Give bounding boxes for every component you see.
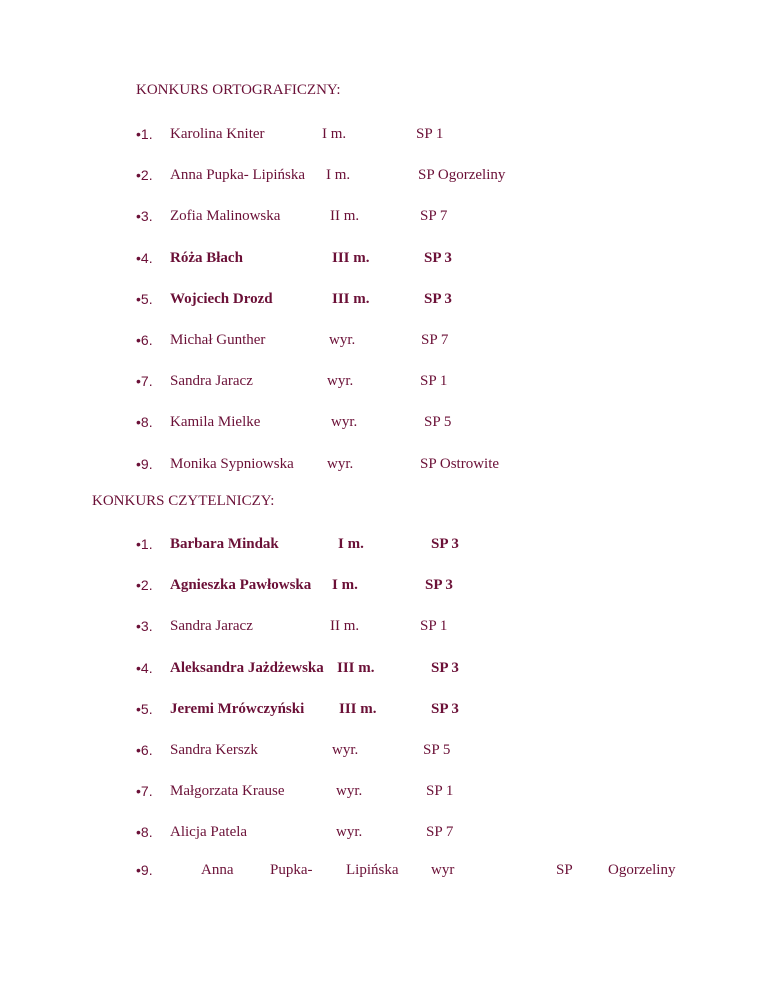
placement: I m. <box>322 126 347 142</box>
school-name: SP Ostrowite <box>420 455 500 472</box>
list-item <box>0 616 768 638</box>
list-item-number: •8. <box>136 824 153 841</box>
placement: wyr. <box>329 332 356 348</box>
participant-name: Wojciech Drozd <box>170 290 273 307</box>
participant-name: Sandra Jaracz <box>170 373 253 390</box>
list-item <box>0 860 768 882</box>
placement: I m. <box>326 167 351 184</box>
list-item-number: •9. <box>136 862 153 878</box>
list-item-number: •1. <box>136 536 153 552</box>
school-name: SP 3 <box>424 290 452 307</box>
list-item-word: wyr <box>431 862 455 878</box>
school-name: SP 3 <box>431 659 459 676</box>
school-name: SP 5 <box>423 742 451 758</box>
participant-name: Aleksandra Jażdżewska <box>170 659 324 676</box>
placement: wyr. <box>336 783 363 800</box>
list-item <box>0 575 768 597</box>
list-item <box>0 822 768 844</box>
list-item-number: •1. <box>136 126 153 142</box>
list-item <box>0 165 768 187</box>
list-item-number: •6. <box>136 742 153 758</box>
list-item <box>0 454 768 476</box>
participant-name: Jeremi Mrówczyński <box>170 700 305 717</box>
list-item-word: Pupka- <box>270 862 313 878</box>
placement: II m. <box>330 208 360 225</box>
school-name: SP 3 <box>431 536 459 552</box>
list-item-number: •2. <box>136 167 153 184</box>
list-item-word: Lipińska <box>346 862 399 878</box>
school-name: SP 1 <box>420 373 448 390</box>
list-item-number: •4. <box>136 659 153 676</box>
placement: III m. <box>332 249 370 266</box>
participant-name: Sandra Kerszk <box>170 742 258 758</box>
list-item-number: •4. <box>136 249 153 266</box>
participant-name: Małgorzata Krause <box>170 783 285 800</box>
participant-name: Róża Błach <box>170 249 243 266</box>
list-item-number: •9. <box>136 455 153 472</box>
list-item <box>0 658 768 680</box>
placement: wyr. <box>336 824 363 841</box>
school-name: SP 1 <box>420 618 448 635</box>
list-item-word: Anna <box>201 862 234 878</box>
school-name: SP 3 <box>425 577 453 594</box>
section-title-ortograficzny: KONKURS ORTOGRAFICZNY: <box>136 82 341 98</box>
school-name: SP Ogorzeliny <box>418 167 506 184</box>
participant-name: Sandra Jaracz <box>170 618 253 635</box>
list-item-number: •7. <box>136 373 153 390</box>
section-title-czytelniczy: KONKURS CZYTELNICZY: <box>92 493 275 509</box>
list-item <box>0 248 768 270</box>
list-item <box>0 699 768 721</box>
placement: wyr. <box>327 373 354 390</box>
placement: I m. <box>332 577 358 594</box>
list-item <box>0 289 768 311</box>
list-item <box>0 740 768 762</box>
list-item <box>0 781 768 803</box>
school-name: SP 7 <box>421 332 449 348</box>
placement: wyr. <box>332 742 359 758</box>
placement: wyr. <box>327 455 354 472</box>
list-item <box>0 534 768 556</box>
list-item-number: •3. <box>136 618 153 635</box>
school-name: SP 7 <box>426 824 454 841</box>
school-name: SP 3 <box>431 700 459 717</box>
participant-name: Alicja Patela <box>170 824 248 841</box>
participant-name: Zofia Malinowska <box>170 208 281 225</box>
placement: III m. <box>339 700 377 717</box>
school-name: SP 3 <box>424 249 452 266</box>
list-item-word: Ogorzeliny <box>608 862 676 878</box>
school-name: SP 1 <box>426 783 454 800</box>
placement: I m. <box>338 536 364 552</box>
participant-name: Agnieszka Pawłowska <box>170 577 312 594</box>
placement: III m. <box>337 659 375 676</box>
participant-name: Barbara Mindak <box>170 536 279 552</box>
participant-name: Karolina Kniter <box>170 126 265 142</box>
list-item-number: •8. <box>136 414 153 431</box>
list-item-number: •5. <box>136 290 153 307</box>
list-item <box>0 206 768 228</box>
list-item <box>0 330 768 352</box>
school-name: SP 7 <box>420 208 448 225</box>
participant-name: Monika Sypniowska <box>170 455 294 472</box>
list-item <box>0 371 768 393</box>
participant-name: Michał Gunther <box>170 332 266 348</box>
participant-name: Anna Pupka- Lipińska <box>170 167 305 184</box>
placement: III m. <box>332 290 370 307</box>
school-name: SP 5 <box>424 414 452 431</box>
list-item <box>0 124 768 146</box>
list-item-number: •7. <box>136 783 153 800</box>
school-name: SP 1 <box>416 126 444 142</box>
list-item-number: •5. <box>136 700 153 717</box>
list-item-number: •6. <box>136 332 153 348</box>
list-item-number: •3. <box>136 208 153 225</box>
list-item <box>0 412 768 434</box>
placement: II m. <box>330 618 360 635</box>
list-item-number: •2. <box>136 577 153 594</box>
list-item-word: SP <box>556 862 573 878</box>
participant-name: Kamila Mielke <box>170 414 261 431</box>
placement: wyr. <box>331 414 358 431</box>
